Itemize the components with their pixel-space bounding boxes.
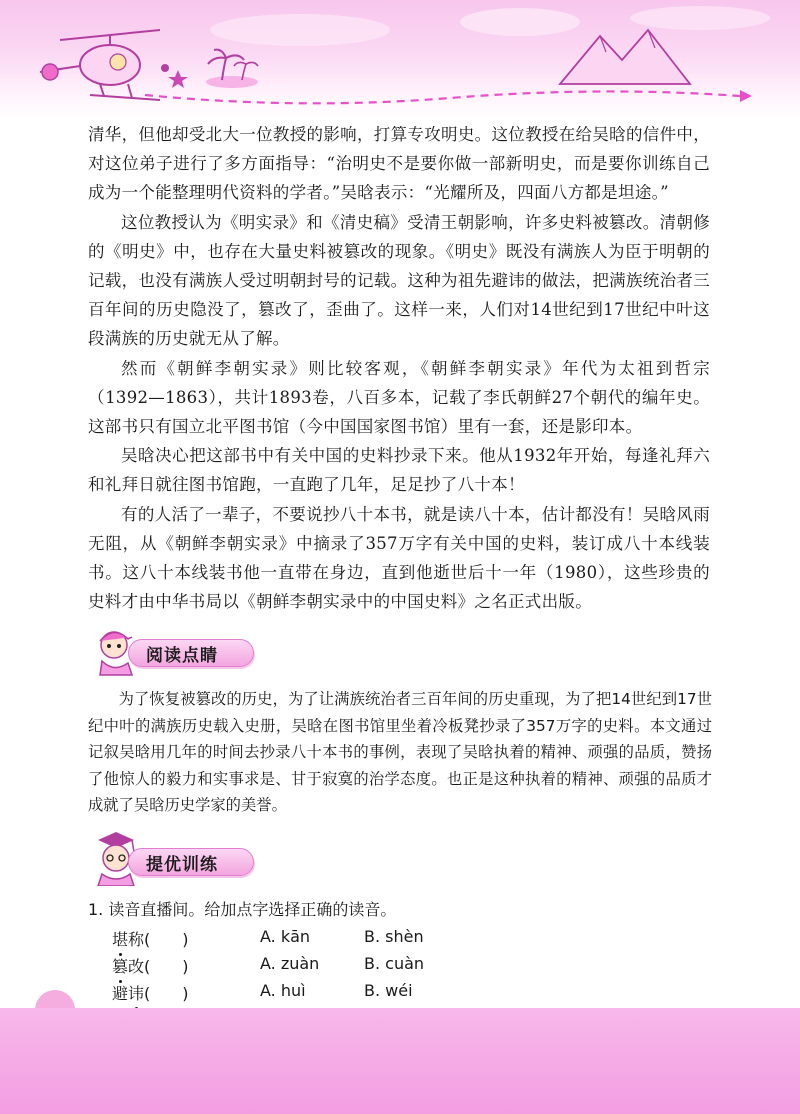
option-a[interactable]: A. huì: [260, 981, 306, 1000]
training-label: 提优训练: [146, 855, 218, 875]
article-body: [88, 120, 710, 616]
question-item: [112, 927, 672, 953]
flight-path-line: [145, 91, 740, 103]
option-b[interactable]: B. shèn: [364, 927, 424, 946]
article-paragraph: 有的人活了一辈子，不要说抄八十本书，就是读八十本，估计都没有！吴晗风雨无阻，从《朝鲜李朝实录》中摘录了357万字有关中国的史料，装订成八十本线装书。这八十本线装书他一直带在身边，直到他逝世后十一年（1980），这些珍贵的史料才由中华书局以《朝鲜李朝实录中的中国史料》之名正式出版。: [88, 504, 710, 612]
reading-tips-text: [88, 686, 712, 819]
question-item: [112, 981, 672, 1007]
arrow-head-icon: [740, 90, 752, 102]
banner-illustration: [0, 0, 800, 120]
article-paragraph: 清华，但他却受北大一位教授的影响，打算专攻明史。这位教授在给吴晗的信件中，对这位弟子进行了多方面指导：“治明史不是要你做一部新明史，而是要你训练自己成为一个能整理明代资料的学者。”吴晗表示：“光耀所及，四面八方都是坦途。”: [88, 125, 710, 203]
article-paragraph: 这位教授认为《明实录》和《清史稿》受清王朝影响，许多史料被篡改。清朝修的《明史》中，也存在大量史料被篡改的现象。《明史》既没有满族人为臣于明朝的记载，也没有满族人受过明朝封号的记载。这种为祖先避讳的做法，把满族统治者三百年间的历史隐没了，篡改了，歪曲了。这样一来，人们对14世纪到17世纪中叶这段满族的历史就无从了解。: [88, 212, 710, 349]
star-icon: [168, 70, 188, 88]
top-banner: [0, 0, 800, 120]
question-word: [112, 981, 189, 1004]
article-paragraph: 然而《朝鲜李朝实录》则比较客观，《朝鲜李朝实录》年代为太祖到哲宗（1392—1863），共计1893卷，八百多本，记载了李氏朝鲜27个朝代的编年史。这部书只有国立北平图书馆（今中国国家图书馆）里有一套，还是影印本。: [88, 358, 710, 437]
option-a[interactable]: A. kān: [260, 927, 311, 946]
word-rest: 改( ): [128, 957, 189, 976]
dotted-char: 篡: [112, 954, 128, 977]
word-rest: ( ): [144, 984, 189, 1003]
option-b[interactable]: B. cuàn: [364, 954, 425, 973]
question-word: [112, 927, 189, 950]
dotted-char: 讳: [128, 981, 144, 1004]
question-word: [112, 954, 189, 977]
word-rest: 称( ): [128, 930, 189, 949]
option-a[interactable]: A. zuàn: [260, 954, 320, 973]
article-paragraph: 吴晗决心把这部书中有关中国的史料抄录下来。他从1932年开始，每逢礼拜六和礼拜日就往图书馆跑，一直跑了几年，足足抄了八十本！: [88, 446, 710, 495]
reading-tips-header: [88, 637, 288, 669]
reading-tips-label: 阅读点睛: [146, 646, 218, 666]
helicopter-icon: [40, 30, 169, 100]
palm-island-icon: [206, 50, 258, 88]
summary-paragraph: 为了恢复被篡改的历史，为了让满族统治者三百年间的历史重现，为了把14世纪到17世纪中叶的满族历史载入史册，吴晗在图书馆里坐着冷板凳抄录了357万字的史料。本文通过记叙吴晗用几年的时间去抄录八十本书的事例，表现了吴晗执着的精神、顽强的品质，赞扬了他惊人的毅力和实事求是、甘于寂寞的治学态度。也正是这种执着的精神、顽强的品质才成就了吴晗历史学家的美誉。: [88, 690, 712, 814]
word-prefix: 避: [112, 984, 129, 1003]
dotted-char: 堪: [112, 927, 128, 950]
question-title: 1. 读音直播间。给加点字选择正确的读音。: [88, 900, 397, 919]
question-item: [112, 954, 672, 980]
bottom-band: [0, 1008, 800, 1114]
mountains-icon: [560, 30, 690, 84]
option-b[interactable]: B. wéi: [364, 981, 413, 1000]
training-header: [88, 846, 288, 878]
